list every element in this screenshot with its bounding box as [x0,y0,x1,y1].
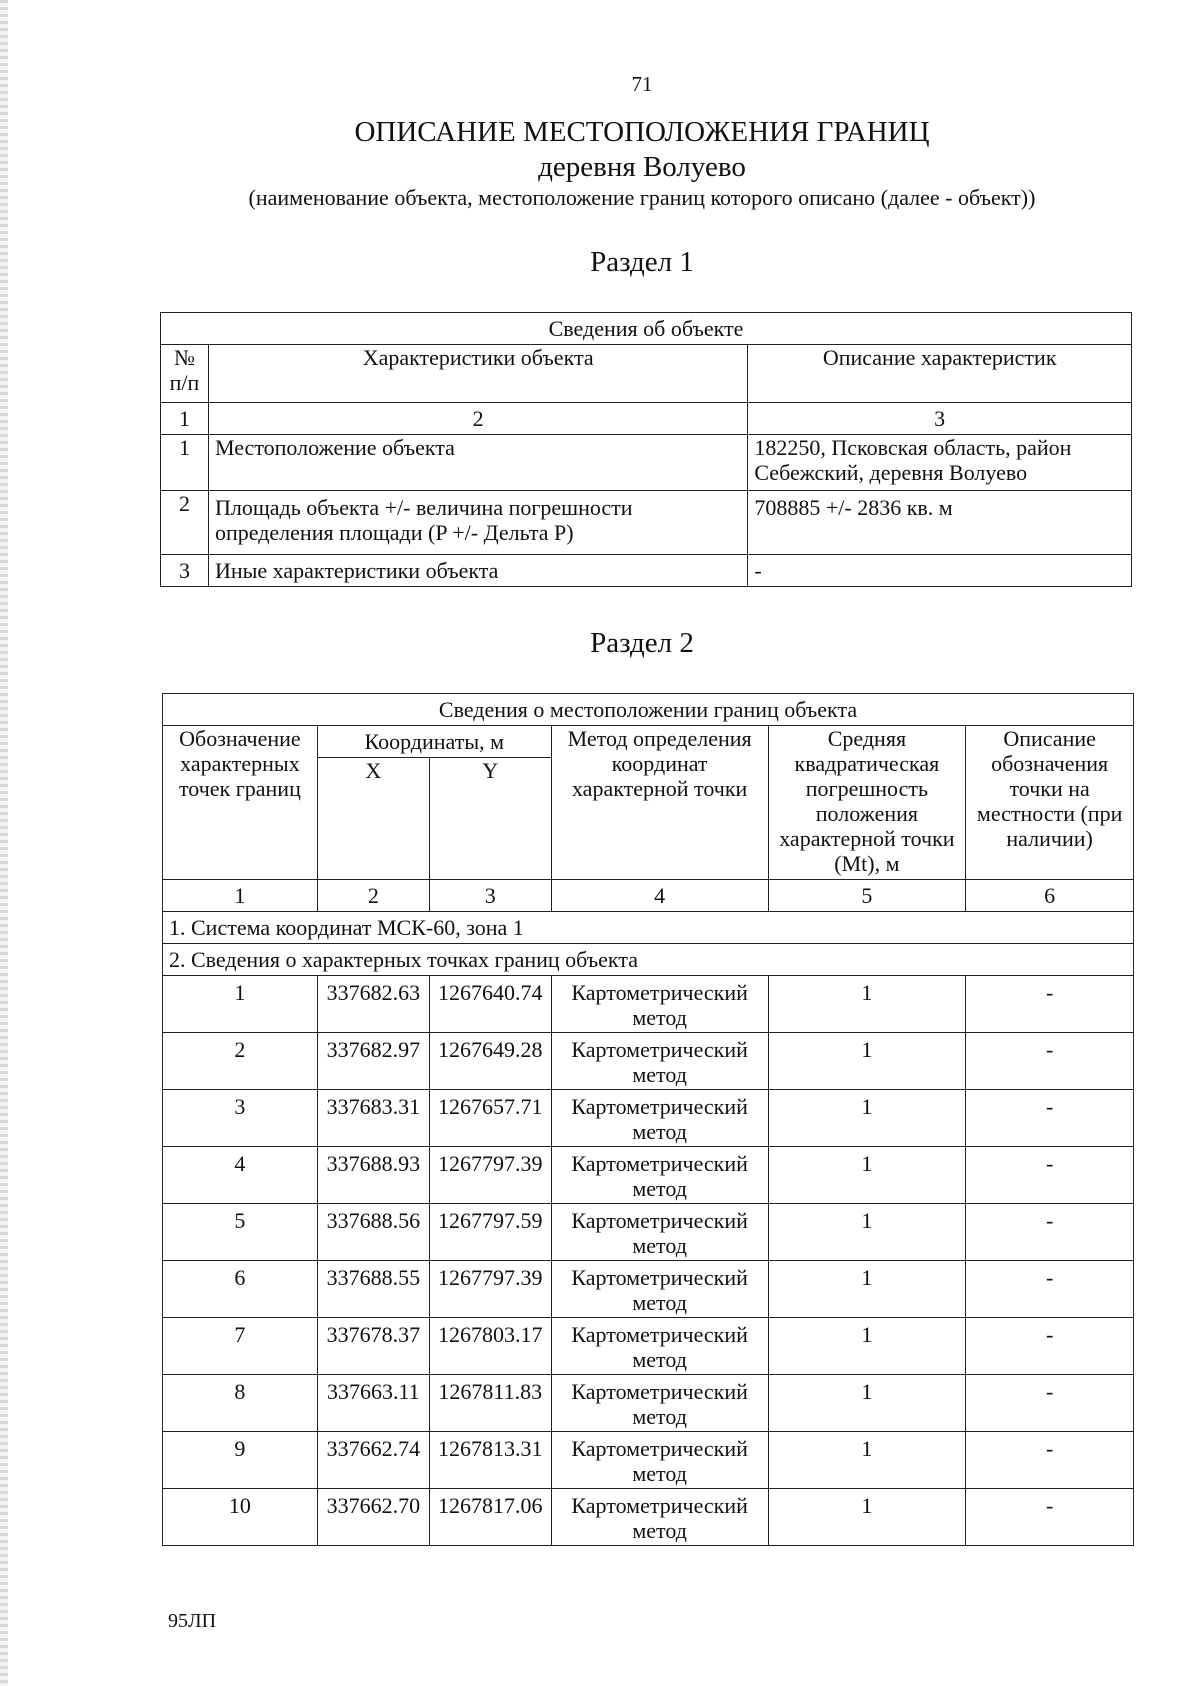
point-description: - [966,1204,1134,1261]
coord-y: 1267811.83 [429,1375,551,1432]
mean-error: 1 [768,976,966,1033]
col-index: 4 [551,880,768,912]
mean-error: 1 [768,1033,966,1090]
table-row [163,1147,1134,1204]
point-description: - [966,1090,1134,1147]
mean-error: 1 [768,1432,966,1489]
method: Картометрический метод [551,1489,768,1546]
object-caption: (наименование объекта, местоположение границ которого описано (далее - объект)) [248,185,1036,210]
table-title: Сведения об объекте [161,313,1132,345]
characteristic-value: - [748,555,1132,587]
object-name: деревня Волуево [538,151,746,183]
point-description: - [966,1432,1134,1489]
characteristic-name: Местоположение объекта [208,435,747,491]
col-header-point: Обозначение характерных точек границ [163,726,318,880]
col-header-no: № п/п [161,345,209,403]
coord-x: 337663.11 [317,1375,429,1432]
col-header-x: X [317,758,429,880]
coord-x: 337678.37 [317,1318,429,1375]
characteristic-name: Площадь объекта +/- величина погрешности определения площади (P +/- Дельта P) [208,491,747,555]
table-row [163,1261,1134,1318]
table-title: Сведения о местоположении границ объекта [163,694,1134,726]
coord-y: 1267797.39 [429,1147,551,1204]
coord-x: 337682.97 [317,1033,429,1090]
row-number: 3 [161,555,209,587]
table-row [163,1489,1134,1546]
mean-error: 1 [768,1090,966,1147]
point-number: 2 [163,1033,318,1090]
section-2-heading: Раздел 2 [590,627,694,659]
coord-y: 1267817.06 [429,1489,551,1546]
col-index: 5 [768,880,966,912]
mean-error: 1 [768,1204,966,1261]
table-row [163,1204,1134,1261]
page-number: 71 [631,72,653,96]
coordinate-system: 1. Система координат МСК-60, зона 1 [163,912,1134,944]
table-row [163,976,1134,1033]
col-header-method: Метод определения координат характерной точки [551,726,768,880]
col-header-coordinates: Координаты, м [317,726,551,758]
col-index: 1 [163,880,318,912]
point-number: 6 [163,1261,318,1318]
table-row [163,1432,1134,1489]
characteristic-value: 182250, Псковская область, район Себежский, деревня Волуево [748,435,1132,491]
table-row [163,1090,1134,1147]
coord-y: 1267803.17 [429,1318,551,1375]
point-number: 7 [163,1318,318,1375]
method: Картометрический метод [551,1261,768,1318]
points-caption: 2. Сведения о характерных точках границ объекта [163,944,1134,976]
row-number: 1 [161,435,209,491]
coord-x: 337688.55 [317,1261,429,1318]
col-index: 6 [966,880,1134,912]
point-description: - [966,1033,1134,1090]
coord-y: 1267813.31 [429,1432,551,1489]
mean-error: 1 [768,1375,966,1432]
col-index: 3 [748,403,1132,435]
coord-y: 1267657.71 [429,1090,551,1147]
col-header-characteristic: Характеристики объекта [208,345,747,403]
table-row [163,1033,1134,1090]
point-description: - [966,1147,1134,1204]
point-number: 8 [163,1375,318,1432]
section-1-heading: Раздел 1 [590,246,694,278]
col-index: 2 [317,880,429,912]
col-index: 1 [161,403,209,435]
col-header-description: Описание характеристик [748,345,1132,403]
table-row [161,491,1132,555]
points-body [163,976,1134,1546]
characteristic-value: 708885 +/- 2836 кв. м [748,491,1132,555]
coord-x: 337688.93 [317,1147,429,1204]
document-title: ОПИСАНИЕ МЕСТОПОЛОЖЕНИЯ ГРАНИЦ [354,116,930,148]
col-index: 2 [208,403,747,435]
method: Картометрический метод [551,1204,768,1261]
mean-error: 1 [768,1318,966,1375]
coord-x: 337688.56 [317,1204,429,1261]
point-description: - [966,1261,1134,1318]
col-header-error: Средняя квадратическая погрешность положения характерной точки (Mt), м [768,726,966,880]
mean-error: 1 [768,1489,966,1546]
point-number: 3 [163,1090,318,1147]
coord-x: 337682.63 [317,976,429,1033]
method: Картометрический метод [551,1375,768,1432]
mean-error: 1 [768,1261,966,1318]
table-row [161,435,1132,491]
coord-x: 337662.70 [317,1489,429,1546]
method: Картометрический метод [551,976,768,1033]
object-info-table [160,312,1132,587]
point-description: - [966,1375,1134,1432]
point-description: - [966,1318,1134,1375]
method: Картометрический метод [551,1147,768,1204]
point-description: - [966,976,1134,1033]
method: Картометрический метод [551,1432,768,1489]
coord-y: 1267797.39 [429,1261,551,1318]
coord-x: 337683.31 [317,1090,429,1147]
point-number: 10 [163,1489,318,1546]
point-description: - [966,1489,1134,1546]
point-number: 4 [163,1147,318,1204]
coord-y: 1267649.28 [429,1033,551,1090]
footer-code: 95ЛП [168,1610,217,1632]
row-number: 2 [161,491,209,555]
mean-error: 1 [768,1147,966,1204]
characteristic-name: Иные характеристики объекта [208,555,747,587]
table-row [161,555,1132,587]
col-index: 3 [429,880,551,912]
coord-x: 337662.74 [317,1432,429,1489]
coord-y: 1267797.59 [429,1204,551,1261]
point-number: 5 [163,1204,318,1261]
point-number: 9 [163,1432,318,1489]
method: Картометрический метод [551,1090,768,1147]
table-row [163,1318,1134,1375]
point-number: 1 [163,976,318,1033]
table-row [163,1375,1134,1432]
method: Картометрический метод [551,1318,768,1375]
col-header-y: Y [429,758,551,880]
boundary-points-table [162,693,1134,1546]
col-header-point-description: Описание обозначения точки на местности (при наличии) [966,726,1134,880]
method: Картометрический метод [551,1033,768,1090]
coord-y: 1267640.74 [429,976,551,1033]
